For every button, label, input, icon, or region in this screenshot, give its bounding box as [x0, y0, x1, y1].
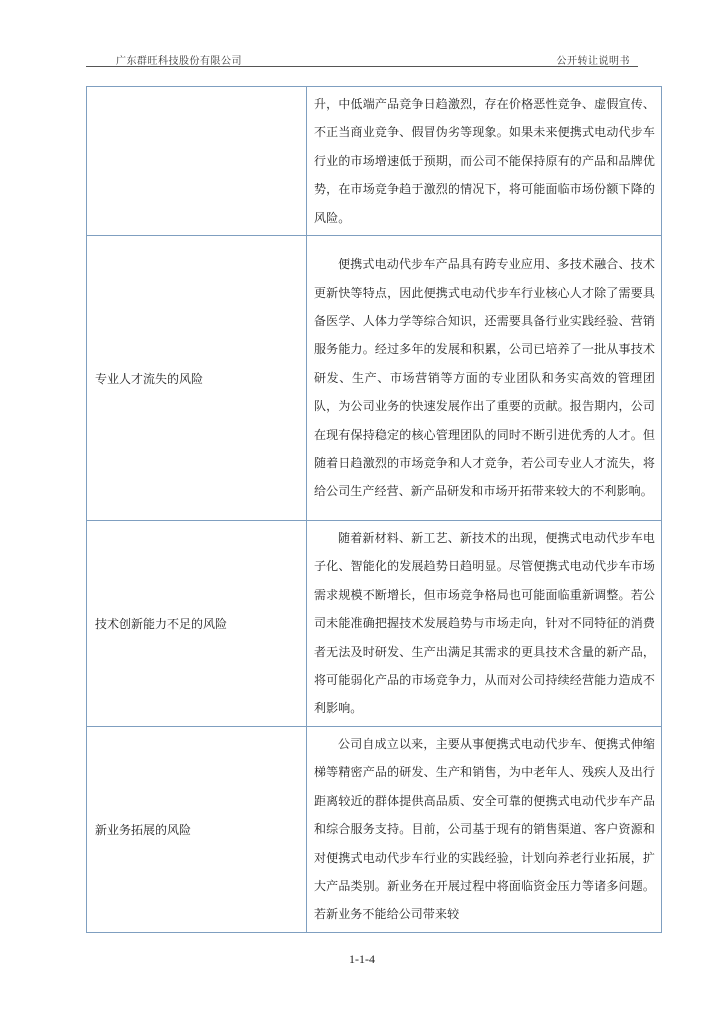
risk-label-cell: 技术创新能力不足的风险: [87, 521, 307, 727]
page-number: 1-1-4: [349, 952, 375, 966]
risk-description: 公司自成立以来，主要从事便携式电动代步车、便携式伸缩梯等精密产品的研发、生产和销售，为中老年人、残疾人及出行距离较近的群体提供高品质、安全可靠的便携式电动代步车产品和综合服务支持。目前，公司基于现有的销售渠道、客户资源和对便携式电动代步车行业的实践经验，计划向养老行业拓展，扩大产品类别。新业务在开展过程中将面临资金压力等诸多问题。若新业务不能给公司带来较: [314, 736, 655, 922]
header-company-name: 广东群旺科技股份有限公司: [116, 56, 242, 67]
risk-description-cell: [307, 236, 662, 521]
risk-description-cell: [307, 726, 662, 932]
header-divider: [86, 66, 638, 67]
table-row: [87, 87, 662, 236]
risk-label-cell: [87, 87, 307, 236]
table-row: [87, 726, 662, 932]
risk-description: 随着新材料、新工艺、新技术的出现，便携式电动代步车电子化、智能化的发展趋势日趋明显。尽管便携式电动代步车市场需求规模不断增长，但市场竞争格局也可能面临重新调整。若公司未能准确把握技术发展趋势与市场走向，针对不同特征的消费者无法及时研发、生产出满足其需求的更具技术含量的新产品，将可能弱化产品的市场竞争力，从而对公司持续经营能力造成不利影响。: [314, 531, 655, 716]
table-row: [87, 236, 662, 521]
risk-description-cell: [307, 521, 662, 727]
risk-table: [86, 86, 662, 933]
header-document-title: 公开转让说明书: [556, 56, 630, 67]
risk-label-cell: 新业务拓展的风险: [87, 726, 307, 932]
risk-description: 便携式电动代步车产品具有跨专业应用、多技术融合、技术更新快等特点，因此便携式电动代步车行业核心人才除了需要具备医学、人体力学等综合知识，还需要具备行业实践经验、营销服务能力。经过多年的发展和积累，公司已培养了一批从事技术研发、生产、市场营销等方面的专业团队和务实高效的管理团队，为公司业务的快速发展作出了重要的贡献。报告期内，公司在现有保持稳定的核心管理团队的同时不断引进优秀的人才。但随着日趋激烈的市场竞争和人才竞争，若公司专业人才流失，将给公司生产经营、新产品研发和市场开拓带来较大的不利影响。: [314, 257, 655, 499]
risk-label-cell: 专业人才流失的风险: [87, 236, 307, 521]
risk-description: 升，中低端产品竞争日趋激烈，存在价格恶性竞争、虚假宣传、不正当商业竞争、假冒伪劣等现象。如果未来便携式电动代步车行业的市场增速低于预期，而公司不能保持原有的产品和品牌优势，在市场竞争趋于激烈的情况下，将可能面临市场份额下降的风险。: [314, 97, 655, 225]
risk-description-cell: [307, 87, 662, 236]
table-row: [87, 521, 662, 727]
